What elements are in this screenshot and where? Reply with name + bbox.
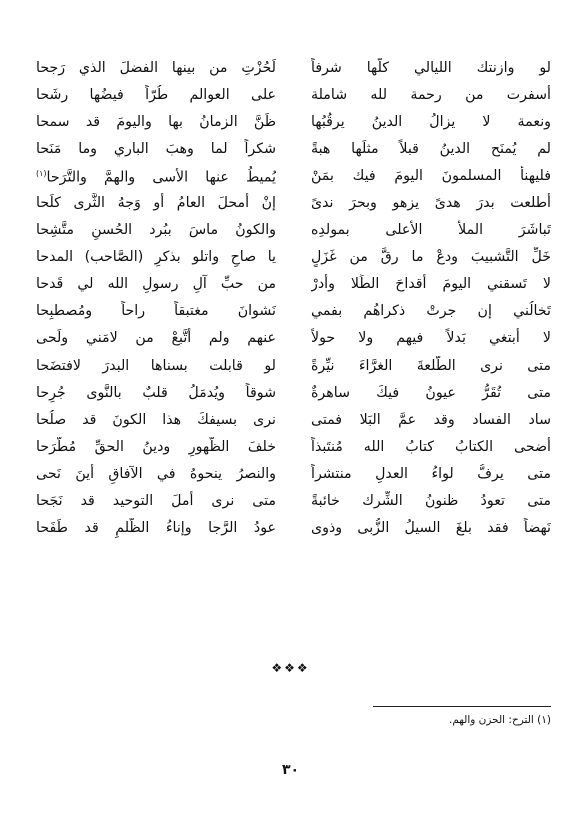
hemistich-right: لم يُمنَح الدينُ قبلاً مثلَها هبةً <box>311 140 551 157</box>
couplet <box>36 515 551 542</box>
couplet <box>36 108 551 135</box>
hemistich-right: متى تعودُ ظنونُ الشِّرك خائبةً <box>311 493 551 510</box>
footnote: (١) الترح: الحزن والهم. <box>448 714 551 726</box>
hemistich-right: لا تَسقني اليومَ أقداحَ الطِّلا وأدرْ <box>311 276 551 293</box>
page-number: ٣٠ <box>281 762 300 778</box>
couplet <box>36 54 551 81</box>
section-ornament: ❖❖❖ <box>271 661 310 675</box>
couplet <box>36 325 551 352</box>
hemistich-left: متى نرى أملَ التوحيد قد نَجَحا <box>36 493 276 510</box>
couplet <box>36 379 551 406</box>
hemistich-right: فليهنأ المسلمونَ اليومَ فيك بمَنْ <box>311 167 551 184</box>
hemistich-left: شكراً لما وهبَ الباري وما مَنَحا <box>36 140 276 157</box>
hemistich-left: يُميطُ عنها الأسى والهمَّ والتَّرَحا <box>46 169 276 186</box>
hemistich-right: ساد الفساد وقد عمَّ البَلا فمتى <box>311 411 551 428</box>
hemistich-left: عودُ الرَّجا وإناءُ الظُّلمِ قد طَفَحا <box>36 520 276 537</box>
hemistich-right: متى تُقَرُّ عيونُ فيكَ ساهرةٌ <box>311 384 551 401</box>
hemistich-right: ونعمة لا يزالُ الدينُ يرقُبُها <box>311 113 551 130</box>
footnote-divider <box>373 706 551 707</box>
hemistich-left: عنهم ولم أتَّبعْ من لامَني ولَحى <box>36 330 276 347</box>
hemistich-left: والنصرُ ينحوهُ في الآفاقِ أينَ نَحى <box>36 465 276 482</box>
hemistich-right: خَلِّ التَّشبيبَ ودعْ ما رقَّ من غَزَلٍ <box>311 249 551 266</box>
hemistich-left: والكونُ ماسَ ببُرد الحُسنِ متَّشِحا <box>36 222 276 239</box>
couplet <box>36 135 551 162</box>
hemistich-left: على العوالم طُرّاً فيضُها رشَحا <box>36 86 276 103</box>
hemistich-right: أطلعت بدرَ هدىً يزهو وبحرَ ندىً <box>311 195 551 212</box>
hemistich-right: نَهضاً فقد بلغَ السيلُ الزُّبى وذوى <box>311 520 551 537</box>
hemistich-left: نَشوانَ مغتبقاً راحاً ومُصطبِحا <box>36 303 276 320</box>
couplet <box>36 460 551 487</box>
hemistich-right: متى يرفُّ لواءُ العدلِ منتشراً <box>311 465 551 482</box>
couplet <box>36 189 551 216</box>
hemistich-left: خلفَ الظُّهورِ ودينُ الحقِّ مُطَّرَحا <box>36 438 276 455</box>
hemistich-left-with-note <box>36 164 276 188</box>
footnote-marker: (١) <box>36 169 47 179</box>
hemistich-right: أسفرت من رحمة لله شاملة <box>311 86 551 103</box>
hemistich-right: لو وازنتك الليالي كلُّها شرفاً <box>311 59 551 76</box>
hemistich-left: ظَنَّ الزمانُ بها واليومَ قد سمحا <box>36 113 276 130</box>
hemistich-left: لَحُزْتِ من بينها الفضلَ الذي رَجحا <box>36 59 276 76</box>
couplet <box>36 81 551 108</box>
poem-verses <box>36 54 551 542</box>
couplet <box>36 244 551 271</box>
couplet <box>36 271 551 298</box>
hemistich-left: نرى بسيفكَ هذا الكونَ قد صلُحا <box>36 411 276 428</box>
hemistich-left: إنْ أمحلَ العامُ أو وَجهُ الثَّرى كلَحا <box>36 195 276 212</box>
hemistich-right: لا أبتغي بَدلاً فيهم ولا حولاً <box>311 330 551 347</box>
couplet <box>36 488 551 515</box>
couplet <box>36 298 551 325</box>
hemistich-right: أضحى الكتابُ كتابُ الله مُنتَبذاً <box>311 438 551 455</box>
couplet <box>36 352 551 379</box>
hemistich-right: تَباشَرَ الملأُ الأعلى بمولدِه <box>311 222 551 239</box>
hemistich-left: يا صاحِ واتلو بذكرِ (الصَّاحب) المدحا <box>36 249 276 266</box>
hemistich-left: شوقاً ويُدمَلُ قلبٌ بالنَّوى جُرِحا <box>36 384 276 401</box>
hemistich-left: من حبِّ آلِ رسولِ الله لي قَدحا <box>36 276 276 293</box>
hemistich-right: تَخالُني إن جرتْ ذكراهُم بفمي <box>311 303 551 320</box>
hemistich-right: متى نرى الطَّلعةَ الغرَّاءَ نيِّرةً <box>311 357 551 374</box>
hemistich-left: لو قابلت بسناها البدرَ لافتضَحا <box>36 357 276 374</box>
couplet <box>36 406 551 433</box>
couplet <box>36 162 551 189</box>
couplet <box>36 433 551 460</box>
couplet <box>36 217 551 244</box>
